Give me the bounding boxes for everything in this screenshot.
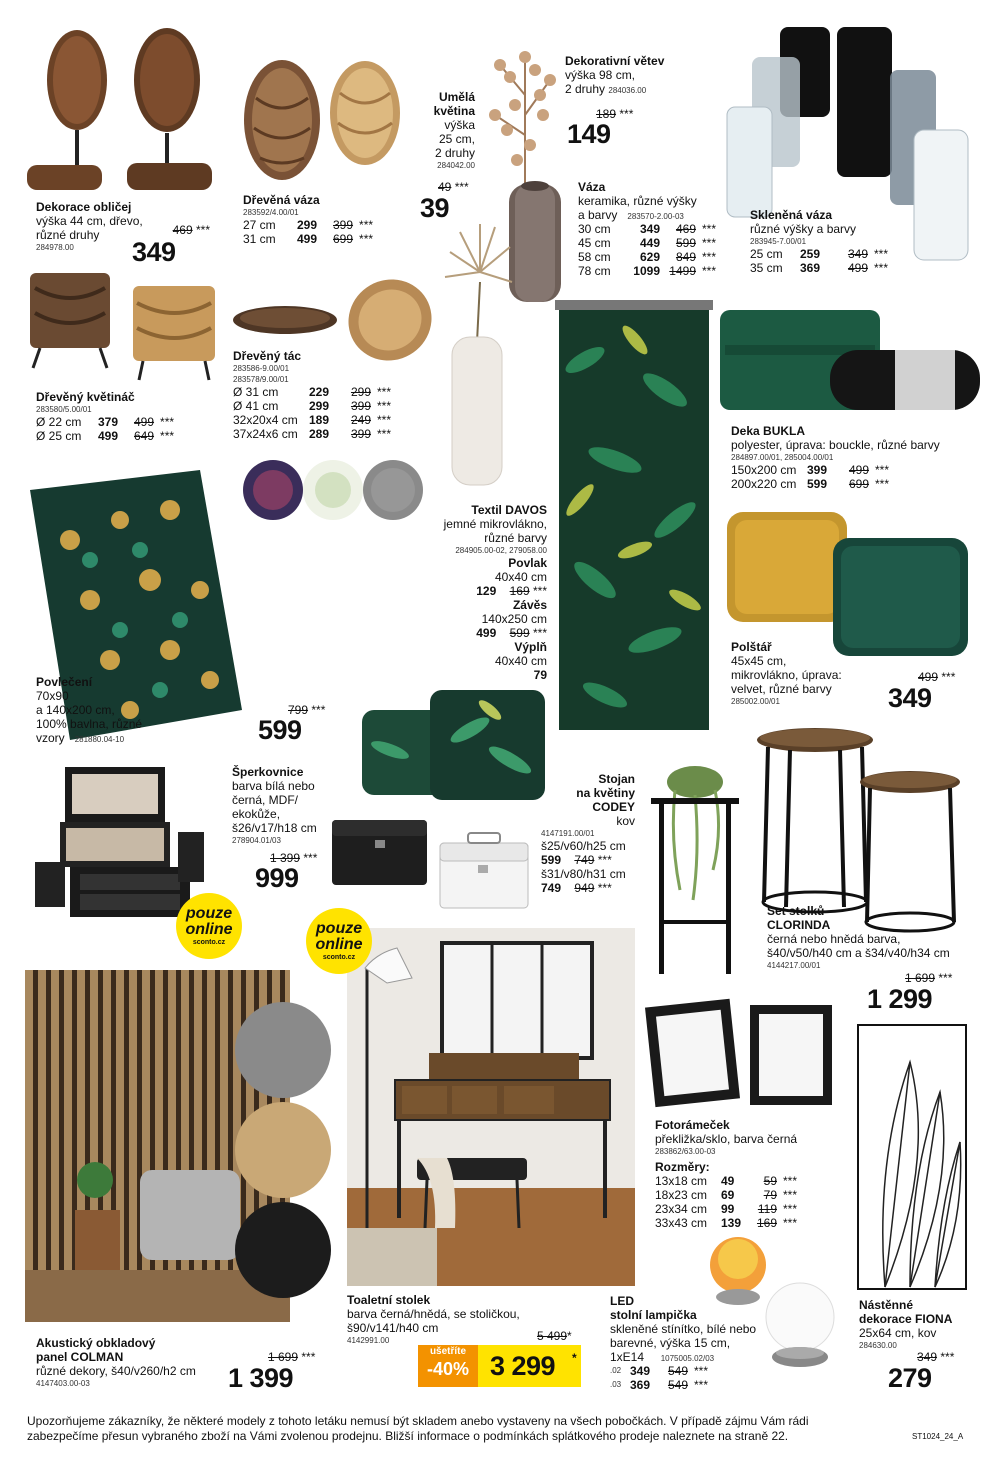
old-price: 49 *** [438, 180, 469, 194]
price-row: Ø 41 cm 299 399 *** [233, 399, 392, 413]
product-desc: kov [616, 814, 635, 828]
product-code: 284897.00/01, 285004.00/01 [731, 453, 834, 462]
acoustic-panel-photo [25, 970, 335, 1322]
price-row: 129 169 *** [476, 584, 547, 598]
badge-line3: sconto.cz [322, 953, 356, 961]
product-jewelry-box [232, 765, 317, 846]
product-desc: překližka/sklo, barva černá [655, 1132, 798, 1146]
product-desc: š40/v50/h40 cm a š34/v40/h34 cm [767, 946, 950, 960]
product-code: 4147403.00-03 [36, 1379, 90, 1388]
product-name: Fotorámeček [655, 1118, 730, 1132]
price: 349 [888, 683, 932, 713]
product-desc: jemné mikrovlákno, [443, 517, 547, 531]
flower-pot-photo [25, 268, 220, 383]
product-name: Textil DAVOS [471, 503, 547, 517]
product-blanket [731, 424, 940, 491]
vanity-table-photo [347, 928, 635, 1286]
product-flower-pot [36, 390, 174, 443]
product-code: 283578/9.00/01 [233, 375, 289, 384]
product-name: Dřevěný květináč [36, 390, 135, 404]
black-box-photo [330, 810, 430, 890]
cushion-photo [725, 508, 970, 658]
variant-name: Povlak [508, 556, 547, 570]
price-row: 30 cm 349 469 *** [578, 222, 717, 236]
price-row: 150x200 cm 399 499 *** [731, 463, 890, 477]
product-code: 283862/63.00-03 [655, 1147, 716, 1156]
product-desc: š90/v141/h40 cm [347, 1321, 439, 1335]
product-name: Toaletní stolek [347, 1293, 431, 1307]
discount-label: ušetříte [429, 1346, 467, 1357]
old-price: 189 *** [596, 107, 634, 121]
face-decor-photo [22, 25, 214, 195]
old-price: 499 *** [918, 670, 956, 684]
product-desc: 25x64 cm, kov [859, 1326, 937, 1340]
price: 1 399 [228, 1363, 294, 1393]
product-desc: a barvy 283570-2.00-03 [578, 208, 684, 222]
price: 279 [888, 1363, 932, 1393]
product-cushion [731, 640, 842, 707]
blanket-photo [720, 305, 980, 420]
product-name: CLORINDA [767, 918, 831, 932]
badge-line3: sconto.cz [192, 938, 226, 946]
product-name: květina [433, 104, 475, 118]
davos-pillow-photo [360, 690, 550, 805]
product-name: Skleněná váza [750, 208, 833, 222]
product-desc: barva černá/hnědá, se stoličkou, [347, 1307, 520, 1321]
product-name: Šperkovnice [232, 765, 304, 779]
product-name: Dřevěná váza [243, 193, 320, 207]
plant-stand-photo [645, 760, 745, 975]
product-desc: skleněné stínítko, bílé nebo [610, 1322, 757, 1336]
product-desc: výška 44 cm, dřevo, různé druhy [36, 214, 143, 242]
product-code: 4142991.00 [347, 1336, 390, 1345]
price: 3 299 [490, 1351, 556, 1381]
product-artificial-flower [400, 90, 475, 171]
product-name: Umělá [438, 90, 475, 104]
price-row: 37x24x6 cm 289 399 *** [233, 427, 392, 441]
discount-box [418, 1345, 478, 1387]
variant-size: š25/v60/h25 cm [541, 839, 626, 853]
price-row: 45 cm 449 599 *** [578, 236, 717, 250]
product-name: LED [610, 1294, 634, 1308]
product-davos-textile [395, 503, 547, 682]
product-code: 283580/5.00/01 [36, 405, 92, 414]
product-bedding [36, 675, 142, 745]
product-desc: velvet, různé barvy [731, 682, 832, 696]
product-name: dekorace FIONA [859, 1312, 953, 1326]
price: 1 299 [867, 984, 933, 1014]
price-row: 599 749 *** [541, 853, 612, 867]
product-name: Stojan [598, 772, 635, 786]
product-name: Akustický obkladový [36, 1336, 156, 1350]
price-row: 33x43 cm 139 169 *** [655, 1216, 798, 1230]
price-row: 27 cm 299 399 *** [243, 218, 374, 232]
product-plant-stand [530, 772, 635, 828]
product-wall-decor [859, 1298, 952, 1351]
price-row: Ø 22 cm 379 499 *** [36, 415, 175, 429]
variant-name: Výplň [514, 640, 547, 654]
decorative-branch-photo [485, 35, 565, 185]
badge-line2: online [315, 935, 363, 953]
price-row: 31 cm 499 699 *** [243, 232, 374, 246]
price: 39 [420, 193, 450, 223]
footer-note [27, 1414, 927, 1444]
product-code: 278904.01/03 [232, 836, 281, 845]
product-desc: různé dekory, š40/v260/h2 cm [36, 1364, 196, 1378]
online-only-badge [306, 908, 372, 974]
jewelry-box-photo [30, 762, 205, 927]
product-vanity-table [347, 1293, 520, 1346]
product-code: 4144217.00/01 [767, 961, 821, 970]
product-desc: 25 cm, [438, 132, 475, 146]
product-desc: vzory 281880.04-10 [36, 731, 125, 745]
product-desc: výška 98 cm, [565, 68, 636, 82]
price-row: 18x23 cm 69 79 *** [655, 1188, 798, 1202]
price: 599 [258, 715, 302, 745]
product-desc: 1xE14 1075005.02/03 [610, 1350, 715, 1364]
sizes-label: Rozměry: [655, 1160, 710, 1174]
price-row: 499 599 *** [476, 626, 547, 640]
variant-size: 40x40 cm [494, 570, 547, 584]
page-code: ST1024_24_A [912, 1432, 964, 1441]
product-name: Dekorativní větev [565, 54, 665, 68]
product-desc: černá nebo hnědá barva, [767, 932, 901, 946]
product-desc: polyester, úprava: bouckle, různé barvy [731, 438, 940, 452]
product-ceramic-vase [578, 180, 716, 278]
price: 149 [567, 119, 611, 149]
product-desc: ekokůže, [232, 807, 281, 821]
product-desc: 45x45 cm, [731, 654, 787, 668]
variant-name: Závěs [512, 598, 547, 612]
product-wooden-tray [233, 349, 391, 441]
product-desc: barevné, výška 15 cm, [610, 1336, 731, 1350]
product-led-lamp [610, 1294, 756, 1392]
price-asterisk: * [572, 1351, 577, 1365]
product-code: 284905.00-02, 279058.00 [455, 546, 547, 555]
price-row: Ø 31 cm 229 299 *** [233, 385, 392, 399]
product-desc: mikrovlákno, úprava: [731, 668, 842, 682]
badge-line1: pouze [185, 904, 233, 922]
product-code: 4147191.00/01 [541, 829, 595, 838]
product-name: CODEY [592, 800, 635, 814]
price-row: 35 cm 369 499 *** [750, 261, 889, 275]
product-desc: 100% bavlna, různé [36, 717, 143, 731]
product-code: 284630.00 [859, 1341, 897, 1350]
old-price: 349 *** [917, 1350, 955, 1364]
product-name: Povlečení [36, 675, 93, 689]
wall-decor-photo [855, 1022, 970, 1292]
product-desc: černá, MDF/ [232, 793, 299, 807]
product-name: Nástěnné [859, 1298, 914, 1312]
product-photo-frame [655, 1118, 797, 1230]
price-row: 200x220 cm 599 699 *** [731, 477, 890, 491]
price-row: .03 369 549 *** [610, 1378, 709, 1392]
wooden-vase-photo [240, 58, 410, 188]
footer-line: Upozorňujeme zákazníky, že některé modely z tohoto letáku nemusí být skladem anebo vystaveny na všech pobočkách. V případě zájmu Vám rádi [27, 1414, 809, 1428]
price-row: Ø 25 cm 499 649 *** [36, 429, 175, 443]
product-desc: keramika, různé výšky [578, 194, 697, 208]
product-name: Deka BUKLA [731, 424, 806, 438]
discount-percent: -40% [426, 1359, 470, 1379]
product-desc: a 140x200 cm, [36, 703, 115, 717]
price-row: 25 cm 259 349 *** [750, 247, 889, 261]
price-row: 79 [533, 668, 547, 682]
old-price: 1 699 *** [268, 1350, 316, 1364]
product-code: 283592/4.00/01 [243, 208, 299, 217]
badge-line2: online [185, 920, 233, 938]
product-desc: různé výšky a barvy [750, 222, 857, 236]
photo-frame-photo [645, 995, 840, 1110]
product-code: 285002.00/01 [731, 697, 780, 706]
product-name: Dekorace obličej [36, 200, 132, 214]
product-desc: různé barvy [484, 531, 547, 545]
product-code: 283586-9.00/01 [233, 364, 290, 373]
online-only-badge [176, 893, 242, 959]
product-code: 283945-7.00/01 [750, 237, 807, 246]
price-row: 78 cm 1099 1499 *** [578, 264, 717, 278]
old-price: 1 699 *** [905, 971, 953, 985]
product-code: 284978.00 [36, 243, 74, 252]
product-acoustic-panel [36, 1336, 196, 1389]
price: 349 [132, 237, 176, 267]
white-vase-photo [440, 222, 515, 487]
curtain-photo [555, 300, 713, 732]
old-price: 799 *** [288, 703, 326, 717]
product-side-tables [767, 904, 950, 971]
old-price: 469 *** [172, 223, 210, 237]
product-desc: š26/v17/h18 cm [232, 821, 317, 835]
product-desc: barva bílá nebo [232, 779, 315, 793]
product-desc: 70x90 [36, 689, 69, 703]
product-name: na květiny [576, 786, 635, 800]
price-row: 13x18 cm 49 59 *** [655, 1174, 798, 1188]
variant-size: š31/v80/h31 cm [541, 867, 626, 881]
product-desc: 2 druhy 284036.00 [565, 82, 647, 96]
product-name: Set stolků [767, 904, 825, 918]
price-row: 58 cm 629 849 *** [578, 250, 717, 264]
variant-size: 140x250 cm [481, 612, 547, 626]
product-code: 284042.00 [437, 161, 475, 170]
price-row: 749 949 *** [541, 881, 612, 895]
price-row: 32x20x4 cm 189 249 *** [233, 413, 392, 427]
price-row: 23x34 cm 99 119 *** [655, 1202, 798, 1216]
variant-size: 40x40 cm [494, 654, 547, 668]
old-price: 1 399 *** [270, 851, 318, 865]
old-price: 5 499* [537, 1329, 572, 1343]
white-box-photo [438, 825, 530, 910]
product-desc: 2 druhy [434, 146, 475, 160]
price-box [478, 1345, 581, 1387]
product-name: Váza [578, 180, 606, 194]
footer-line: zabezpečíme přesun vybraného zboží na Vámi zvolenou prodejnu. Bližší informace o podmínkách splátkového prodeje naleznete na straně 22. [27, 1429, 789, 1443]
product-glass-vase [750, 208, 888, 275]
product-wooden-vase [243, 193, 373, 246]
badge-line1: pouze [315, 919, 363, 937]
product-desc: výška [444, 118, 475, 132]
product-name: Polštář [731, 640, 772, 654]
product-name: panel COLMAN [36, 1350, 124, 1364]
price: 999 [255, 863, 299, 893]
product-name: Dřevěný tác [233, 349, 302, 363]
plant-stand-prices [541, 828, 626, 895]
product-decorative-branch [565, 54, 664, 96]
price-row: .02 349 549 *** [610, 1364, 709, 1378]
product-name: stolní lampička [610, 1308, 697, 1322]
